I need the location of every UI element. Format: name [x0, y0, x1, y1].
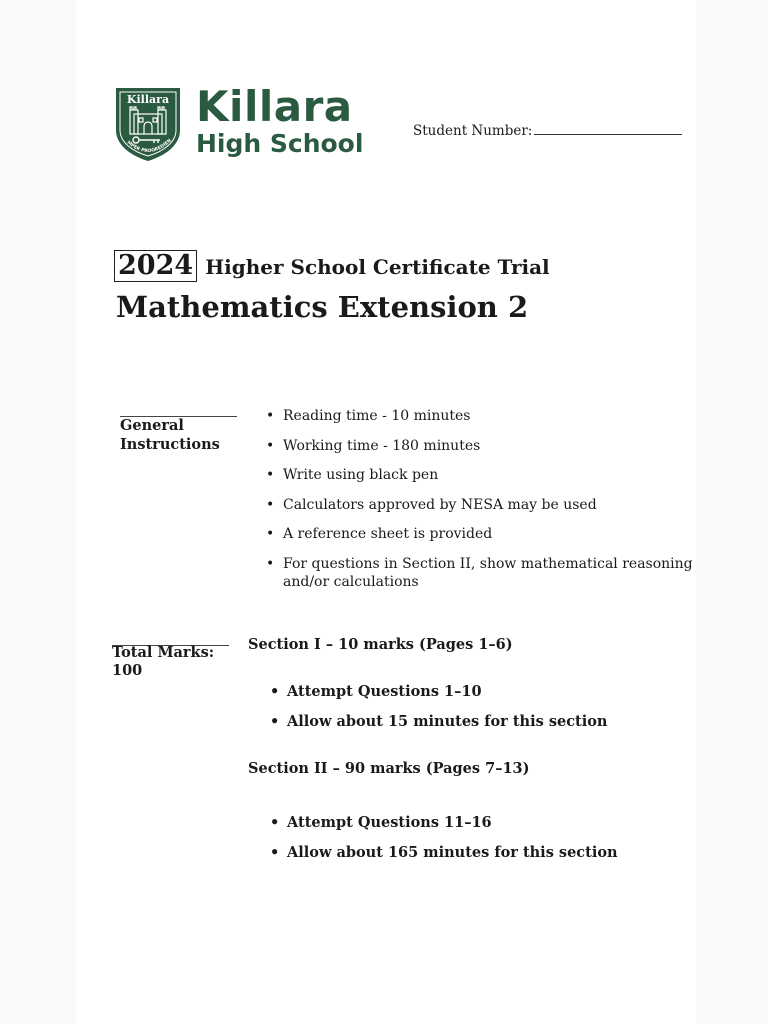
section-2-list	[270, 814, 618, 873]
instruction-item: • Reading time - 10 minutes	[266, 407, 726, 425]
total-marks-heading: Total Marks: 100	[112, 644, 215, 679]
instruction-item: • A reference sheet is provided	[266, 525, 726, 543]
section-item: • Allow about 15 minutes for this section	[270, 713, 607, 731]
student-number-line	[534, 133, 682, 135]
exam-heading	[114, 250, 550, 282]
exam-year: 2024	[114, 250, 197, 282]
section-1-list	[270, 683, 607, 742]
crest-text: Killara	[126, 93, 170, 106]
student-number-field[interactable]	[413, 123, 682, 139]
section-item: • Attempt Questions 11–16	[270, 814, 618, 832]
crest-motto: MPER PROGREDIEN	[125, 138, 173, 155]
section-1-heading: Section I – 10 marks (Pages 1–6)	[248, 636, 513, 653]
school-subtitle: High School	[196, 129, 364, 158]
instruction-item: • Working time - 180 minutes	[266, 437, 726, 455]
school-crest-icon	[114, 86, 182, 162]
exam-type: Higher School Certificate Trial	[205, 255, 550, 279]
instruction-item: • Write using black pen	[266, 466, 726, 484]
page-margin-left	[0, 0, 76, 1024]
school-wordmark	[196, 84, 363, 158]
general-instructions-list	[266, 407, 726, 603]
section-item: • Attempt Questions 1–10	[270, 683, 607, 701]
school-name: Killara	[196, 82, 353, 131]
section-2-heading: Section II – 90 marks (Pages 7–13)	[248, 760, 530, 777]
section-item: • Allow about 165 minutes for this section	[270, 844, 618, 862]
instruction-item: • For questions in Section II, show mathematical reasoning and/or calculations	[266, 555, 726, 591]
student-number-label: Student Number:	[413, 123, 533, 139]
general-instructions-heading: General Instructions	[120, 417, 220, 453]
instruction-item: • Calculators approved by NESA may be used	[266, 496, 726, 514]
subject-title: Mathematics Extension 2	[116, 290, 529, 324]
